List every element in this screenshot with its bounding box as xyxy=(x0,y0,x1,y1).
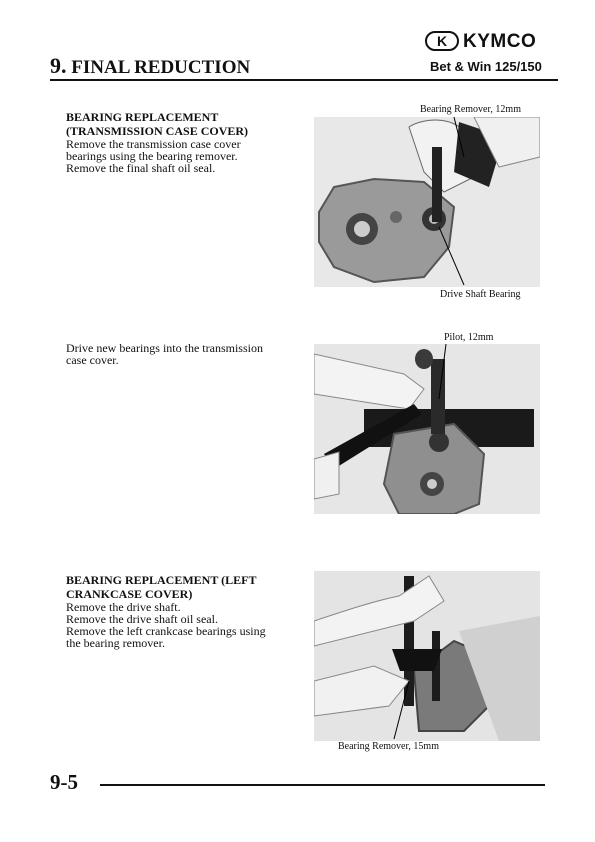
text-line: Remove the final shaft oil seal. xyxy=(66,161,216,175)
heading-line: CRANKCASE COVER) xyxy=(66,587,193,601)
kymco-logo xyxy=(425,30,536,52)
text-line: Remove the drive shaft oil seal. xyxy=(66,612,218,626)
heading-line: (TRANSMISSION CASE COVER) xyxy=(66,124,249,138)
section-1-heading xyxy=(66,110,296,138)
driving-bearing-photo-icon xyxy=(314,344,540,514)
text-line: bearings using the bearing remover. xyxy=(66,149,238,163)
footer-rule xyxy=(100,784,545,786)
figure-3-photo xyxy=(314,571,540,741)
figure-1-photo xyxy=(314,117,540,287)
figure-1-label-bottom: Drive Shaft Bearing xyxy=(440,289,521,300)
section-2-text xyxy=(66,342,296,366)
text-line: case cover. xyxy=(66,353,119,367)
chapter-title-text: FINAL REDUCTION xyxy=(71,57,251,78)
model-name: Bet & Win 125/150 xyxy=(430,59,542,74)
text-line: Drive new bearings into the transmission xyxy=(66,341,263,355)
text-line: Remove the left crankcase bearings using xyxy=(66,624,266,638)
section-1-paragraph xyxy=(66,138,296,174)
brand-name: KYMCO xyxy=(463,30,537,52)
header-rule xyxy=(50,79,558,81)
chapter-number: 9. xyxy=(50,53,67,78)
heading-line: BEARING REPLACEMENT xyxy=(66,110,219,124)
figure-1-label-top: Bearing Remover, 12mm xyxy=(420,104,521,115)
section-3-heading xyxy=(66,573,296,601)
page-number: 9-5 xyxy=(50,770,78,794)
figure-2-label-top: Pilot, 12mm xyxy=(444,332,494,343)
text-line: Remove the drive shaft. xyxy=(66,600,181,614)
figure-3-label-bottom: Bearing Remover, 15mm xyxy=(338,741,439,752)
text-line: Remove the transmission case cover xyxy=(66,137,241,151)
section-3-text xyxy=(66,573,296,649)
kymco-logo-mark-icon: K xyxy=(425,31,459,51)
section-3-paragraph xyxy=(66,601,296,649)
chapter-title xyxy=(50,53,250,79)
section-2-paragraph xyxy=(66,342,296,366)
heading-line: BEARING REPLACEMENT (LEFT xyxy=(66,573,257,587)
text-line: the bearing remover. xyxy=(66,636,165,650)
crankcase-bearing-photo-icon xyxy=(314,571,540,741)
transmission-cover-photo-icon xyxy=(314,117,540,287)
figure-2-photo xyxy=(314,344,540,514)
section-1-text xyxy=(66,110,296,174)
